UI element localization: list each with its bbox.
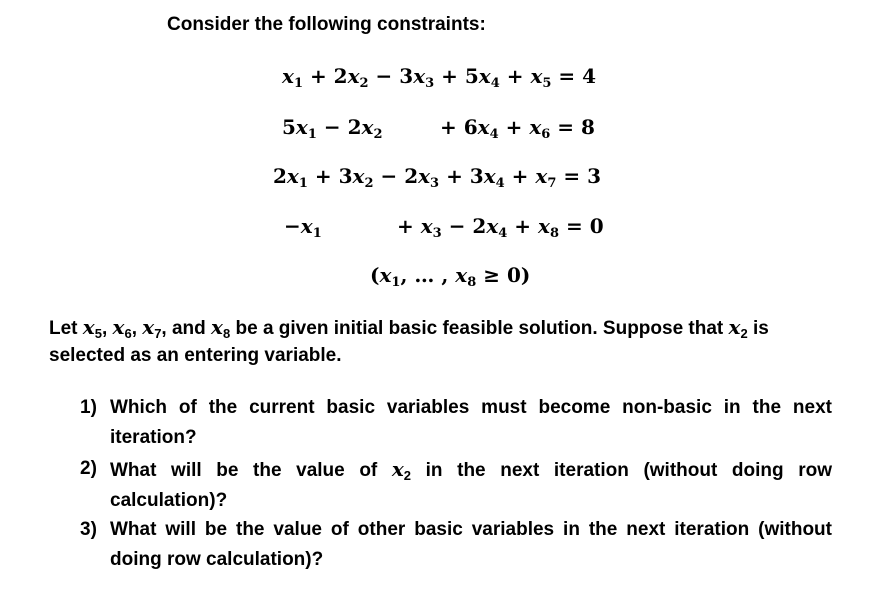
paragraph-line-1: Let $x_5$, $x_6$, $x_7$, and $x_8$ be a given initial basic feasible solution. Suppose that $x_2$ is — [49, 315, 769, 341]
question-3-number: 3) — [80, 519, 97, 540]
constraint-1: $x_1 + 2x_2 - 3x_3 + 5x_4 + x_5 = 4$ — [282, 64, 597, 91]
nonnegativity-constraint: ($x_1$, … , $x_8 \ge 0$) — [370, 263, 531, 290]
constraint-4-left: $-x_1$ — [284, 214, 322, 241]
constraint-4-right: + $x_3 - 2x_4 + x_8 = 0$ — [397, 214, 604, 241]
intro-text: Consider the following constraints: — [167, 14, 486, 35]
question-1-number: 1) — [80, 397, 97, 418]
constraint-3: $2x_1 + 3x_2 - 2x_3 + 3x_4 + x_7 = 3$ — [273, 164, 601, 191]
question-2-text: What will be the value of $x_2$ in the next iteration (without doing row calculation)? — [110, 457, 832, 511]
constraint-2-right: + $6x_4 + x_6 = 8$ — [440, 115, 595, 142]
paragraph-line-2: selected as an entering variable. — [49, 345, 342, 366]
question-2-number: 2) — [80, 458, 97, 479]
question-3-text: What will be the value of other basic variables in the next iteration (without doing row calculation)? — [110, 519, 832, 570]
question-1-text: Which of the current basic variables must become non-basic in the next iteration? — [110, 397, 832, 448]
constraint-2-left: $5x_1 - 2x_2$ — [282, 115, 383, 142]
